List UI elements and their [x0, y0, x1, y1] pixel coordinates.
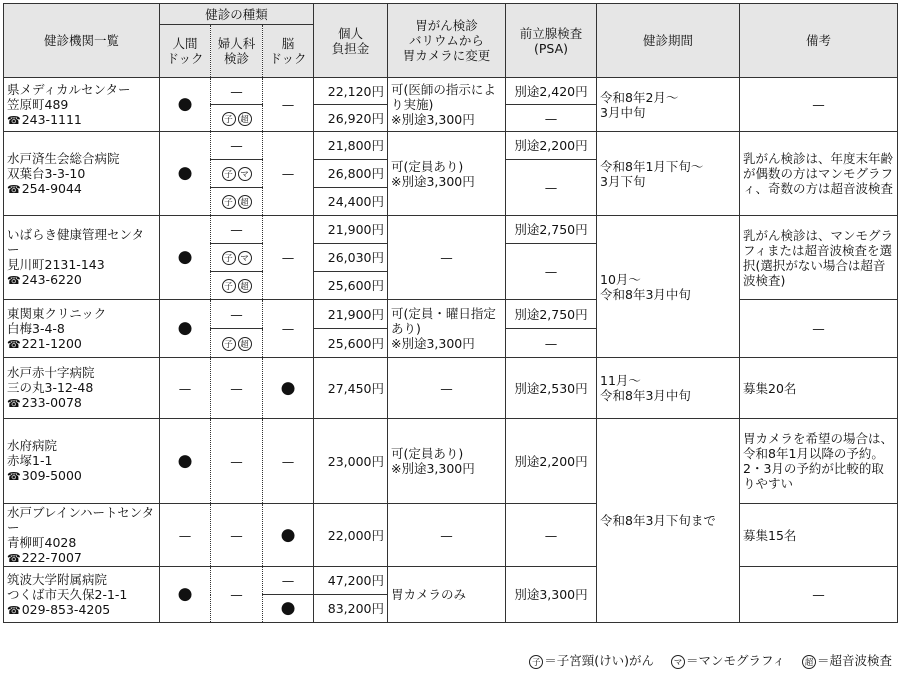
psa-cell: 別途2,530円 — [506, 358, 597, 419]
psa-cell: 別途2,750円 — [506, 300, 597, 329]
fujin-cell — [211, 160, 263, 188]
header-ningen: 人間 ドック — [160, 25, 211, 78]
filled-circle-icon: ● — [177, 584, 193, 605]
ningen-cell — [160, 567, 211, 623]
psa-cell: 別途3,300円 — [506, 567, 597, 623]
facility-address: 青柳町4028 — [7, 535, 77, 550]
notes-cell: — — [740, 78, 898, 132]
notes-cell: — — [740, 567, 898, 623]
facility-phone: ☎ 233-0078 — [7, 395, 156, 410]
nou-cell: — — [263, 78, 314, 132]
uterus-icon: 子 — [222, 167, 236, 181]
mammo-icon: マ — [238, 167, 252, 181]
nou-cell: — — [263, 132, 314, 216]
legend-ultrasound-label: ＝超音波検査 — [816, 653, 892, 668]
stomach-cell: 可(定員・曜日指定あり) ※別途3,300円 — [388, 300, 506, 358]
facility-phone: ☎ 221-1200 — [7, 336, 156, 351]
facility-name: 東関東クリニック — [7, 305, 107, 321]
table-row — [4, 78, 898, 105]
table-row — [4, 358, 898, 419]
nou-cell — [263, 504, 314, 567]
legend — [516, 651, 892, 669]
facility-cell — [4, 504, 160, 567]
stomach-cell: 可(定員あり) ※別途3,300円 — [388, 132, 506, 216]
period-cell: 令和8年3月下旬まで — [597, 419, 740, 623]
filled-circle-icon: ● — [177, 163, 193, 183]
cost-cell: 21,800円 — [314, 132, 388, 160]
facility-name: 筑波大学附属病院 — [7, 572, 108, 588]
fujin-cell: — — [211, 216, 263, 244]
ningen-cell — [160, 419, 211, 504]
uterus-icon: 子 — [222, 112, 236, 126]
table-row — [4, 504, 898, 567]
mammo-icon: マ — [671, 655, 685, 669]
notes-cell: — — [740, 300, 898, 358]
ultrasound-icon: 超 — [238, 195, 252, 209]
facility-address: 見川町2131-143 — [7, 257, 105, 273]
table-row — [4, 300, 898, 329]
cost-cell: 26,920円 — [314, 105, 388, 132]
ultrasound-icon: 超 — [238, 279, 252, 293]
nou-cell: — — [263, 567, 314, 595]
header-nou: 脳 ドック — [263, 25, 314, 78]
uterus-icon: 子 — [529, 655, 543, 669]
mammo-icon: マ — [238, 251, 252, 265]
filled-circle-icon: ● — [280, 524, 296, 545]
facility-cell — [4, 132, 160, 216]
nou-cell: — — [263, 419, 314, 504]
fujin-cell — [211, 244, 263, 272]
filled-circle-icon: ● — [280, 598, 296, 619]
legend-mammo-label: ＝マンモグラフィ — [685, 653, 785, 668]
uterus-icon: 子 — [222, 337, 236, 351]
facility-phone: ☎ 254-9044 — [7, 181, 156, 196]
facility-name: 水戸赤十字病院 — [7, 365, 95, 381]
clinic-table — [3, 3, 898, 623]
facility-name: 県メディカルセンター — [7, 81, 131, 97]
header-notes: 備考 — [740, 4, 898, 78]
cost-cell: 27,450円 — [314, 358, 388, 419]
psa-cell: 別途2,200円 — [506, 132, 597, 160]
ningen-cell — [160, 132, 211, 216]
facility-phone: ☎ 243-1111 — [7, 112, 156, 127]
nou-cell — [263, 358, 314, 419]
fujin-cell: — — [211, 504, 263, 567]
period-cell: 10月～ 令和8年3月中旬 — [597, 216, 740, 358]
psa-cell: — — [506, 160, 597, 216]
notes-cell: 募集15名 — [740, 504, 898, 567]
facility-name: 水戸済生会総合病院 — [7, 150, 120, 166]
ningen-cell — [160, 300, 211, 358]
legend-ultrasound — [801, 653, 892, 668]
psa-cell: — — [506, 504, 597, 567]
stomach-cell: 胃カメラのみ — [388, 567, 506, 623]
cost-cell: 25,600円 — [314, 329, 388, 358]
facility-address: 三の丸3-12-48 — [7, 380, 94, 396]
ultrasound-icon: 超 — [238, 337, 252, 351]
facility-phone: ☎ 309-5000 — [7, 468, 156, 483]
facility-name: 水戸ブレインハートセンター — [7, 505, 155, 535]
header-types: 健診の種類 — [160, 4, 314, 25]
facility-phone: ☎ 029-853-4205 — [7, 602, 156, 617]
fujin-cell: — — [211, 419, 263, 504]
stomach-cell: 可(医師の指示により実施) ※別途3,300円 — [388, 78, 506, 132]
uterus-icon: 子 — [222, 195, 236, 209]
uterus-icon: 子 — [222, 279, 236, 293]
psa-cell: — — [506, 105, 597, 132]
filled-circle-icon: ● — [177, 318, 193, 338]
facility-cell — [4, 358, 160, 419]
ningen-cell — [160, 78, 211, 132]
ningen-cell: — — [160, 358, 211, 419]
facility-name: いばらき健康管理センター — [7, 227, 145, 258]
header-row-1 — [4, 4, 898, 25]
facility-cell — [4, 78, 160, 132]
clinic-table-container — [3, 3, 898, 623]
stomach-cell: 可(定員あり) ※別途3,300円 — [388, 419, 506, 504]
header-facility: 健診機関一覧 — [4, 4, 160, 78]
period-cell: 令和8年2月～ 3月中旬 — [597, 78, 740, 132]
header-stomach: 胃がん検診 バリウムから 胃カメラに変更 — [388, 4, 506, 78]
cost-cell: 26,800円 — [314, 160, 388, 188]
facility-address: つくば市天久保2-1-1 — [7, 587, 128, 603]
fujin-cell: — — [211, 300, 263, 329]
filled-circle-icon: ● — [177, 94, 193, 114]
fujin-cell: — — [211, 132, 263, 160]
header-period: 健診期間 — [597, 4, 740, 78]
cost-cell: 25,600円 — [314, 272, 388, 300]
cost-cell: 24,400円 — [314, 188, 388, 216]
fujin-cell — [211, 329, 263, 358]
table-row — [4, 216, 898, 244]
psa-cell: 別途2,750円 — [506, 216, 597, 244]
fujin-cell — [211, 272, 263, 300]
header-cost: 個人 負担金 — [314, 4, 388, 78]
cost-cell: 22,120円 — [314, 78, 388, 105]
stomach-cell: — — [388, 504, 506, 567]
cost-cell: 26,030円 — [314, 244, 388, 272]
cost-cell: 47,200円 — [314, 567, 388, 595]
cost-cell: 21,900円 — [314, 216, 388, 244]
nou-cell: — — [263, 216, 314, 300]
legend-mammo — [670, 653, 785, 668]
facility-cell — [4, 300, 160, 358]
facility-address: 白梅3-4-8 — [7, 320, 65, 336]
table-row — [4, 419, 898, 504]
fujin-cell — [211, 188, 263, 216]
notes-cell: 乳がん検診は、年度末年齢が偶数の方はマンモグラフィ、奇数の方は超音波検査 — [740, 132, 898, 216]
cost-cell: 23,000円 — [314, 419, 388, 504]
ningen-cell: — — [160, 504, 211, 567]
uterus-icon: 子 — [222, 251, 236, 265]
facility-address: 双葉台3-3-10 — [7, 165, 86, 181]
fujin-cell: — — [211, 78, 263, 105]
psa-cell: 別途2,420円 — [506, 78, 597, 105]
header-fujin: 婦人科 検診 — [211, 25, 263, 78]
fujin-cell: — — [211, 567, 263, 623]
period-cell: 令和8年1月下旬～ 3月下旬 — [597, 132, 740, 216]
filled-circle-icon: ● — [177, 247, 193, 267]
notes-cell: 乳がん検診は、マンモグラフィまたは超音波検査を選択(選択がない場合は超音波検査) — [740, 216, 898, 300]
facility-phone: ☎ 222-7007 — [7, 550, 156, 565]
fujin-cell: — — [211, 358, 263, 419]
filled-circle-icon: ● — [177, 450, 193, 471]
cost-cell: 83,200円 — [314, 595, 388, 623]
stomach-cell: — — [388, 216, 506, 300]
stomach-cell: — — [388, 358, 506, 419]
table-row — [4, 567, 898, 595]
legend-uterus — [528, 653, 654, 668]
table-row — [4, 132, 898, 160]
legend-uterus-label: ＝子宮頸(けい)がん — [544, 653, 654, 668]
psa-cell: — — [506, 244, 597, 300]
notes-cell: 胃カメラを希望の場合は、令和8年1月以降の予約。2・3月の予約が比較的取りやすい — [740, 419, 898, 504]
ningen-cell — [160, 216, 211, 300]
nou-cell: — — [263, 300, 314, 358]
filled-circle-icon: ● — [280, 377, 296, 398]
facility-address: 笠原町489 — [7, 96, 69, 112]
ultrasound-icon: 超 — [802, 655, 816, 669]
cost-cell: 21,900円 — [314, 300, 388, 329]
psa-cell: — — [506, 329, 597, 358]
facility-phone: ☎ 243-6220 — [7, 272, 156, 287]
facility-name: 水府病院 — [7, 438, 58, 454]
header-psa: 前立腺検査 (PSA) — [506, 4, 597, 78]
ultrasound-icon: 超 — [238, 112, 252, 126]
facility-cell — [4, 419, 160, 504]
facility-cell — [4, 216, 160, 300]
cost-cell: 22,000円 — [314, 504, 388, 567]
nou-cell — [263, 595, 314, 623]
facility-cell — [4, 567, 160, 623]
notes-cell: 募集20名 — [740, 358, 898, 419]
period-cell: 11月～ 令和8年3月中旬 — [597, 358, 740, 419]
psa-cell: 別途2,200円 — [506, 419, 597, 504]
fujin-cell — [211, 105, 263, 132]
facility-address: 赤塚1-1 — [7, 453, 53, 469]
